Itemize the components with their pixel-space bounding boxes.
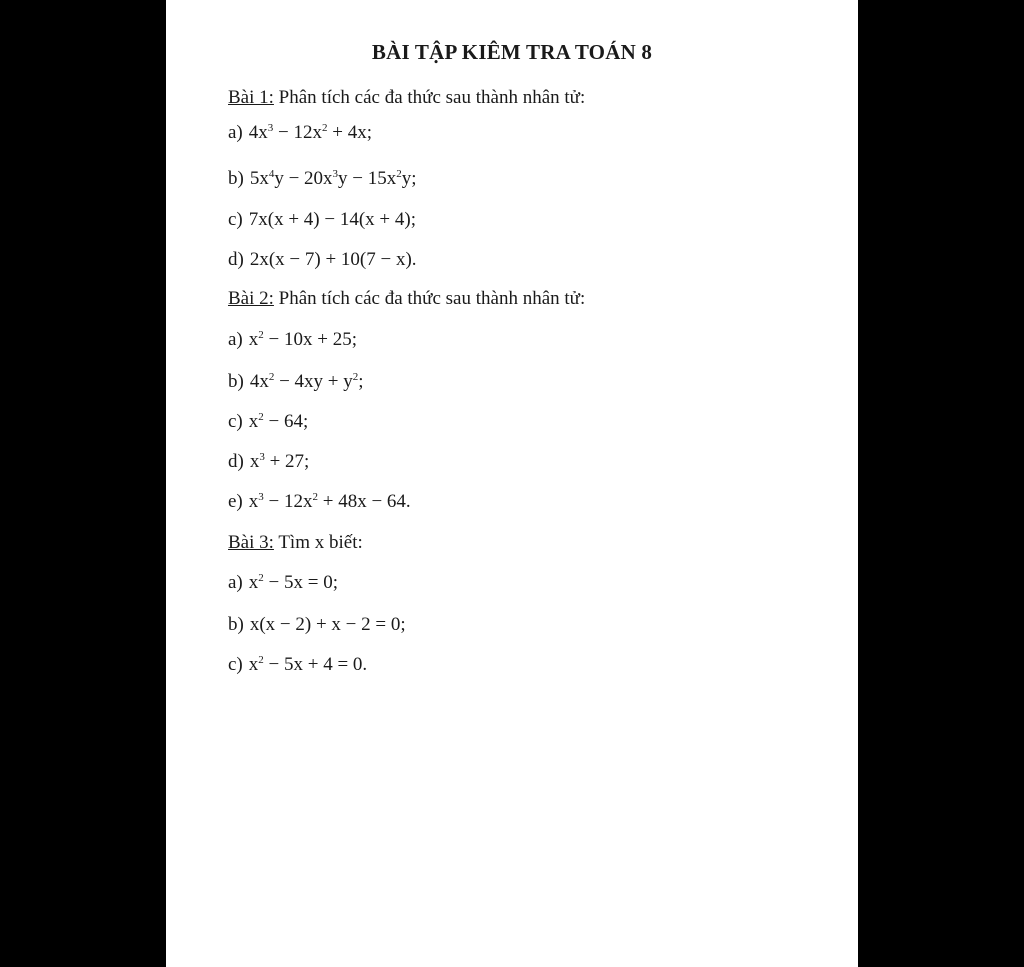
item-label: b)	[228, 168, 244, 189]
section-header-3	[228, 531, 363, 555]
exercise-item	[228, 248, 417, 272]
exercise-item	[228, 121, 372, 145]
section-label: Bài 3:	[228, 532, 274, 553]
item-expression: $x^2 - 5x + 4 = 0$.	[248, 654, 368, 675]
item-expression: $x^3 + 27$;	[249, 451, 310, 472]
item-expression: $x^2 - 64$;	[248, 411, 309, 432]
section-instruction: Tìm x biết:	[273, 532, 363, 553]
exercise-item	[228, 208, 416, 232]
exercise-item	[228, 328, 357, 352]
document-page	[166, 0, 858, 967]
exercise-item	[228, 653, 367, 677]
exercise-item	[228, 613, 406, 637]
section-header-1	[228, 86, 585, 110]
item-expression: $4x^2 - 4xy + y^2$;	[249, 371, 364, 392]
exercise-item	[228, 450, 309, 474]
item-label: d)	[228, 249, 244, 270]
exercise-item	[228, 490, 411, 514]
item-expression: 2x(x − 7) + 10(7 − x).	[249, 249, 417, 270]
item-label: c)	[228, 209, 243, 230]
item-expression: $x^2 - 10x + 25$;	[248, 329, 357, 350]
section-instruction: Phân tích các đa thức sau thành nhân tử:	[273, 288, 586, 309]
exercise-item	[228, 370, 364, 394]
item-label: c)	[228, 411, 243, 432]
item-expression: x(x − 2) + x − 2 = 0;	[249, 614, 406, 635]
item-expression: 7x(x + 4) − 14(x + 4);	[248, 209, 416, 230]
item-label: b)	[228, 371, 244, 392]
item-label: a)	[228, 329, 243, 350]
item-label: a)	[228, 572, 243, 593]
section-header-2	[228, 287, 585, 311]
item-label: e)	[228, 491, 243, 512]
section-label: Bài 1:	[228, 87, 274, 108]
exercise-item	[228, 410, 308, 434]
item-expression: $4x^3 - 12x^2 + 4x$;	[248, 122, 372, 143]
item-label: d)	[228, 451, 244, 472]
item-expression: $5x^4y - 20x^3y - 15x^2y$;	[249, 168, 417, 189]
page-title: BÀI TẬP KIÊM TRA TOÁN 8	[371, 40, 653, 64]
item-expression: $x^3 - 12x^2 + 48x - 64$.	[248, 491, 411, 512]
section-label: Bài 2:	[228, 288, 274, 309]
item-label: c)	[228, 654, 243, 675]
item-label: a)	[228, 122, 243, 143]
section-instruction: Phân tích các đa thức sau thành nhân tử:	[273, 87, 586, 108]
exercise-item	[228, 571, 338, 595]
item-expression: $x^2 - 5x = 0$;	[248, 572, 338, 593]
exercise-item	[228, 167, 417, 191]
item-label: b)	[228, 614, 244, 635]
